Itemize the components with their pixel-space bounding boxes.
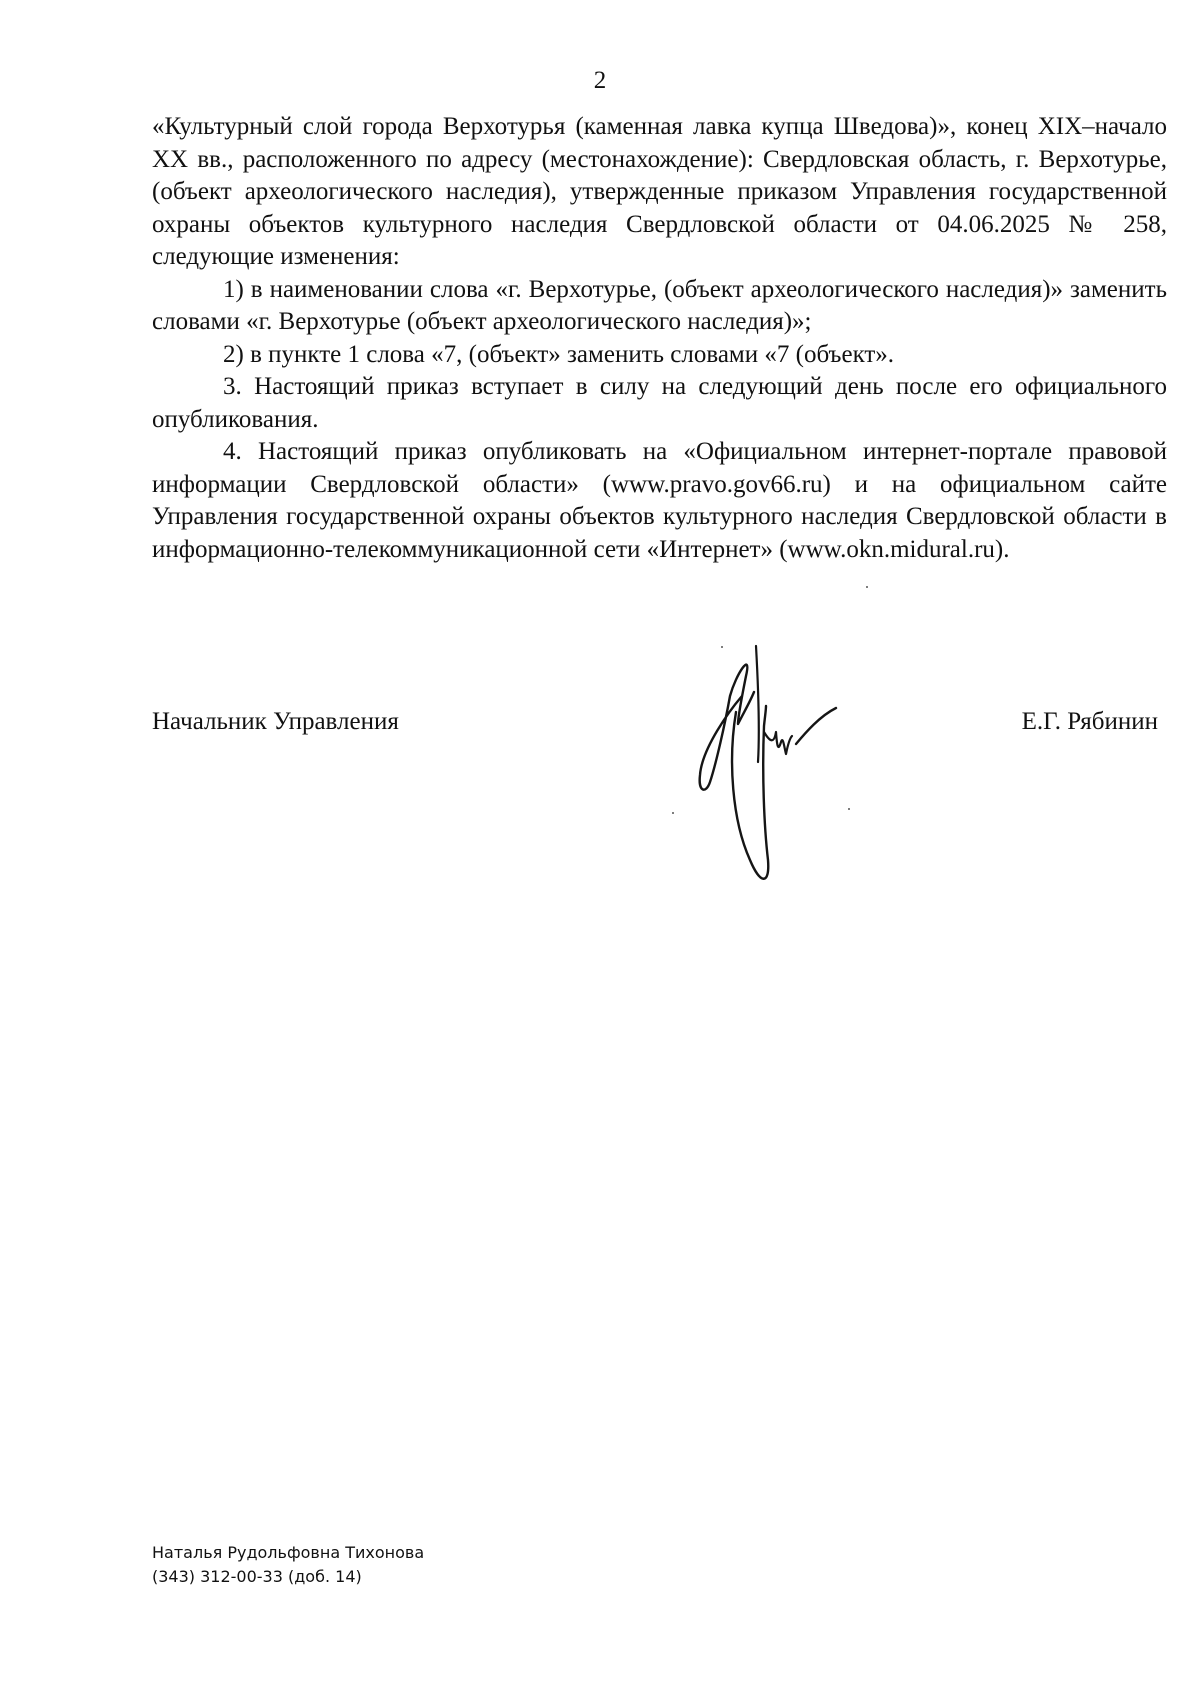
scan-speck (672, 812, 674, 814)
paragraph-continuation: «Культурный слой города Верхотурья (каменная лавка купца Шведова)», конец XIX–начало XX вв., расположенного по адресу (местонахождение): Свердловская область, г. Верхотурье, (объект археологического наследия), утвержденные приказом Управления государственной охраны объектов культурного наследия Свердловской области от 04.06.2025 № 258, следующие изменения: (152, 113, 1167, 270)
signatory-name: Е.Г. Рябинин (1021, 708, 1158, 735)
paragraph-item-2: 2) в пункте 1 слова «7, (объект» заменить словами «7 (объект». (223, 340, 895, 368)
signatory-position: Начальник Управления (152, 708, 399, 735)
document-body (152, 111, 1167, 566)
scan-speck (848, 808, 850, 810)
handwritten-signature (680, 640, 880, 910)
page-number: 2 (593, 67, 607, 94)
executor-phone: (343) 312-00-33 (доб. 14) (152, 1567, 362, 1586)
paragraph-item-1: 1) в наименовании слова «г. Верхотурье, (объект археологического наследия)» заменить словами «г. Верхотурье (объект археологического наследия)»; (152, 275, 1167, 335)
scan-speck (721, 646, 723, 648)
executor-name: Наталья Рудольфовна Тихонова (152, 1543, 425, 1562)
executor-block (152, 1541, 424, 1589)
scan-speck (866, 586, 868, 588)
paragraph-clause-3: 3. Настоящий приказ вступает в силу на следующий день после его официального опубликования. (152, 373, 1167, 433)
paragraph-clause-4: 4. Настоящий приказ опубликовать на «Официальном интернет-портале правовой информации Свердловской области» (www.pravo.gov66.ru) и на официальном сайте Управления государственной охраны объектов культурного наследия Свердловской области в информационно-телекоммуникационной сети «Интернет» (www.okn.midural.ru). (152, 438, 1167, 563)
